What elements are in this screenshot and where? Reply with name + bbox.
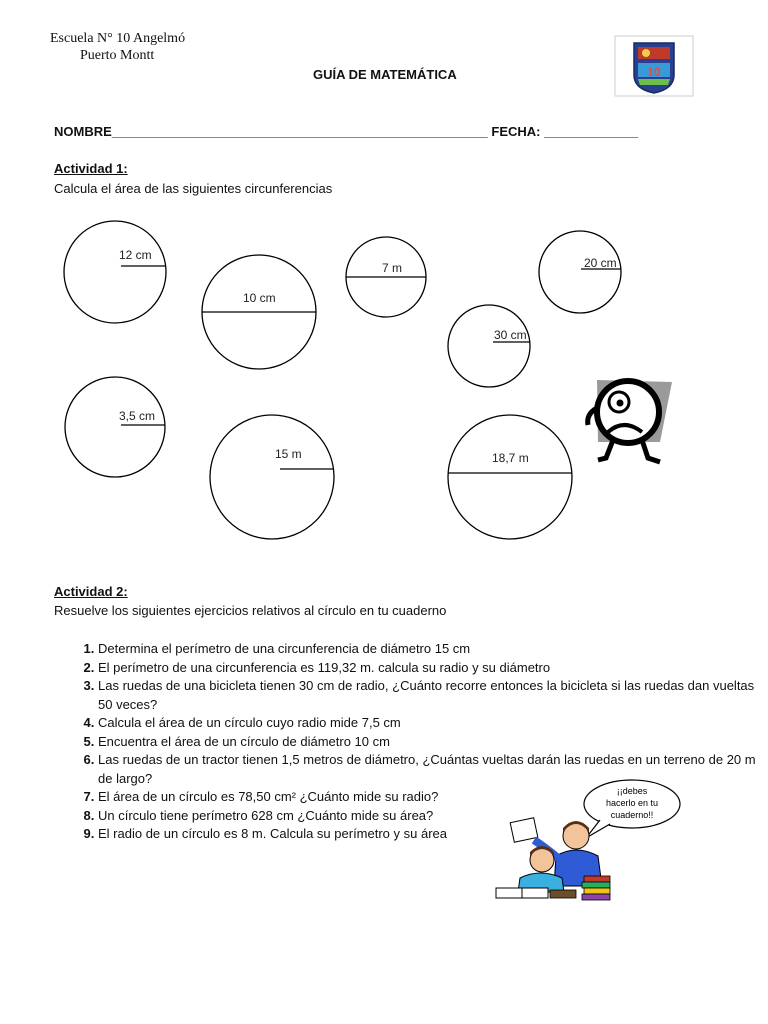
date-label: FECHA: xyxy=(491,124,541,139)
exercise-item: 7. El área de un círculo es 78,50 cm² ¿Cuánto mide su radio? xyxy=(98,788,758,807)
activity1-title: Actividad 1: xyxy=(54,161,128,176)
logo-number: 10 xyxy=(647,65,661,79)
circle-10cm xyxy=(202,255,316,369)
exercise-item: 4. Calcula el área de un círculo cuyo radio mide 7,5 cm xyxy=(98,714,758,733)
circle-label-15m: 15 m xyxy=(275,447,302,461)
circle-7m xyxy=(346,237,426,317)
school-name: Escuela N° 10 Angelmó xyxy=(50,31,186,46)
circle-18-7m xyxy=(448,415,572,539)
exercise-item: 6. Las ruedas de un tractor tienen 1,5 metros de diámetro, ¿Cuántas vueltas darán las ruedas en un terreno de 20 m de largo? xyxy=(98,751,758,788)
activity1-instruction: Calcula el área de las siguientes circunferencias xyxy=(54,181,333,196)
circle-label-20cm: 20 cm xyxy=(584,256,617,270)
exercise-item: 9. El radio de un círculo es 8 m. Calcula su perímetro y su área xyxy=(98,825,758,844)
bubble-line3: cuaderno!! xyxy=(610,810,654,820)
activity2-instruction: Resuelve los siguientes ejercicios relativos al círculo en tu cuaderno xyxy=(54,603,447,618)
circle-label-12cm: 12 cm xyxy=(119,248,152,262)
circle-20cm xyxy=(539,231,621,313)
exercise-item: 2. El perímetro de una circunferencia es 119,32 m. calcula su radio y su diámetro xyxy=(98,659,758,678)
name-blank[interactable]: ____________________________________________________ xyxy=(111,124,488,139)
exercise-item: 5. Encuentra el área de un círculo de diámetro 10 cm xyxy=(98,733,758,752)
page-title: GUÍA DE MATEMÁTICA xyxy=(313,67,457,82)
activity2-title: Actividad 2: xyxy=(54,584,128,599)
speech-bubble xyxy=(584,780,680,838)
circle-label-10cm: 10 cm xyxy=(243,291,276,305)
students-studying-illustration xyxy=(490,778,690,908)
bubble-line1: ¡¡debes xyxy=(616,786,648,796)
circle-label-18-7m: 18,7 m xyxy=(492,451,529,465)
bubble-line2: hacerlo en tu xyxy=(605,798,659,808)
exercise-item: 3. Las ruedas de una bicicleta tienen 30 cm de radio, ¿Cuánto recorre entonces la bicicleta si las ruedas dan vueltas 50 veces? xyxy=(98,677,758,714)
circle-3-5cm xyxy=(65,377,165,477)
worried-circle-cartoon xyxy=(588,380,672,462)
exercise-item: 8. Un círculo tiene perímetro 628 cm ¿Cuánto mide su área? xyxy=(98,807,758,826)
school-city: Puerto Montt xyxy=(80,48,155,63)
circle-label-3-5cm: 3,5 cm xyxy=(119,409,156,423)
name-label: NOMBRE xyxy=(54,124,112,139)
circle-label-7m: 7 m xyxy=(382,261,403,275)
circle-12cm xyxy=(64,221,166,323)
circle-label-30cm: 30 cm xyxy=(494,328,527,342)
date-blank[interactable]: _____________ xyxy=(544,124,639,139)
circle-30cm xyxy=(448,305,530,387)
circle-15m xyxy=(210,415,334,539)
exercise-item: 1. Determina el perímetro de una circunferencia de diámetro 15 cm xyxy=(98,640,758,659)
